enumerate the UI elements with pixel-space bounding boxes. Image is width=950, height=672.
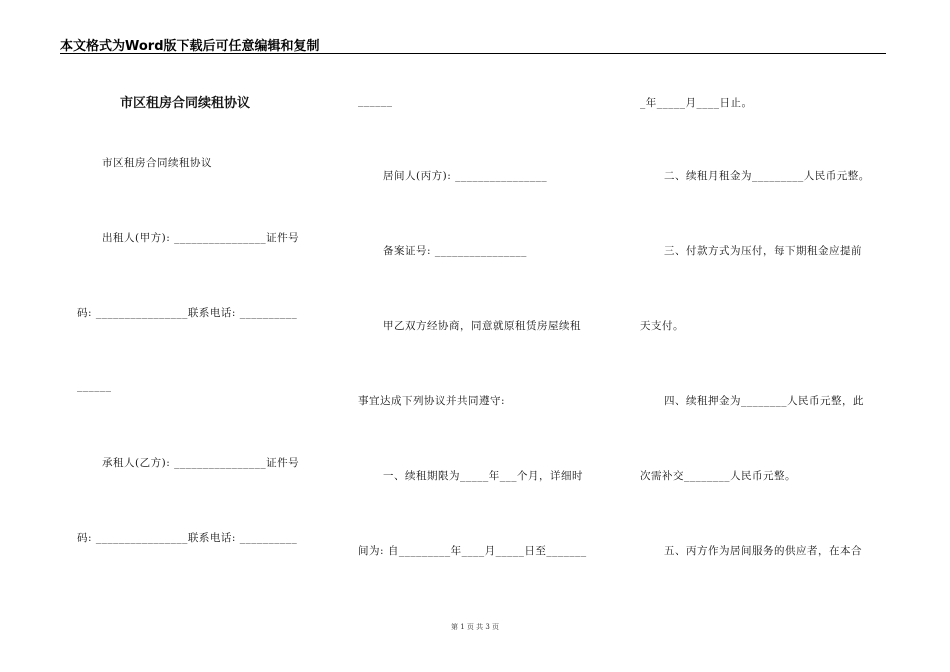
- document-title: 市区租房合同续租协议: [120, 96, 251, 111]
- header-divider: [60, 53, 886, 54]
- clause-1-cont: 间为: 自_________年____月_____日至_______: [358, 545, 587, 557]
- record-number-line: 备案证号: ________________: [383, 245, 527, 257]
- agreement-paragraph: 甲乙双方经协商，同意就原租赁房屋续租: [383, 320, 581, 332]
- clause-3: 三、付款方式为压付，每下期租金应提前: [664, 245, 862, 257]
- agent-line: 居间人(丙方): ________________: [383, 170, 548, 182]
- subtitle-line: 市区租房合同续租协议: [102, 157, 212, 169]
- blank-line: ______: [77, 380, 112, 392]
- clause-4: 四、续租押金为________人民币元整，此: [664, 395, 864, 407]
- lessor-contact-line: 码: ________________联系电话: __________: [77, 307, 298, 319]
- clause-4-cont: 次需补交________人民币元整。: [640, 470, 796, 482]
- agreement-paragraph-cont: 事宜达成下列协议并共同遵守:: [358, 395, 506, 407]
- page-number: 第 1 页 共 3 页: [450, 623, 500, 631]
- clause-1: 一、续租期限为_____年___个月，详细时: [383, 470, 583, 482]
- clause-3-cont: 天支付。: [640, 320, 684, 332]
- blank-line: ______: [358, 95, 393, 107]
- lessee-line: 承租人(乙方): ________________证件号: [102, 457, 300, 469]
- clause-2: 二、续租月租金为_________人民币元整。: [664, 170, 870, 182]
- end-date-line: _年_____月____日止。: [640, 97, 753, 109]
- lessor-line: 出租人(甲方): ________________证件号: [102, 232, 300, 244]
- lessee-contact-line: 码: ________________联系电话: __________: [77, 532, 298, 544]
- document-banner: 本文格式为Word版下载后可任意编辑和复制: [60, 39, 320, 54]
- clause-5: 五、丙方作为居间服务的供应者，在本合: [664, 545, 862, 557]
